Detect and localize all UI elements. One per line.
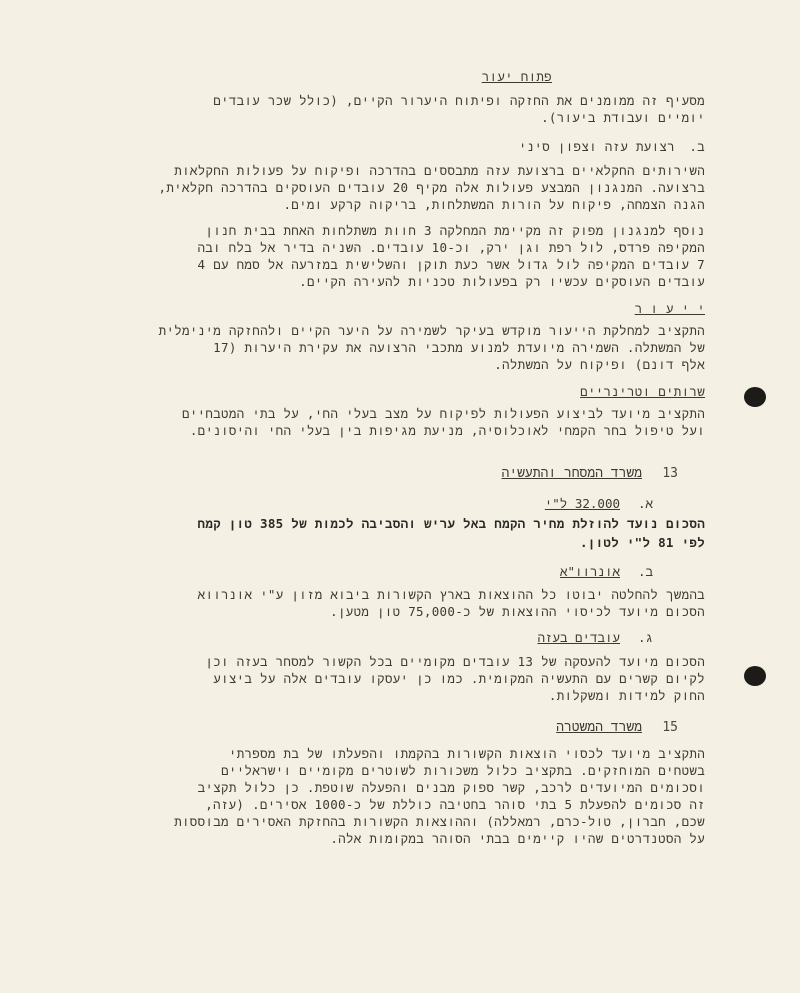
punch-hole-top <box>744 387 766 407</box>
text-line: הסכום מיועד להעסקה של 13 עובדים מקומיים בכל הקשור למסחר בעזה וכן <box>205 654 705 669</box>
text-line: זה סכומים להפעלת 5 בתי סוהר בחטיבה כוללת של כ-1000 אסירים. (עזה, <box>205 797 705 812</box>
section-number: 15 <box>662 720 678 735</box>
text-line: 7 עובדים המקיפה לול גדול אשר כעת תוקן והשלישית במזרעה אל סמח עם 4 <box>197 257 705 272</box>
punch-hole-bottom <box>744 666 766 686</box>
section-heading-forestry: י י ע ו ר <box>634 301 705 316</box>
text-line: הסכום נועד להוזלת מחיר הקמח באל עריש והסביבה לכמות של 385 טון קמח <box>197 516 705 531</box>
text-line: בהמשך להחלטה יבוטו כל ההוצאות בארץ הקשורות ביבוא מזון ע"י אונרווא <box>197 587 705 602</box>
amount-value: 32.000 ל"י <box>544 496 620 511</box>
text-line: שכם, חברון, טול-כרם, רמאללה) וההוצאות הקשורות בהחזקת האסירים מבוססות <box>174 814 705 829</box>
text-line: התקציב מיועד לביצוע הפעולות לפיקוח על מצב בעלי החי, על בתי המטבחיים <box>182 406 705 421</box>
text-line: עובדים העוסקים עכשיו רק בפעולות טכניות להעירה הקיים. <box>299 274 705 289</box>
section-title-police: משרד המשטרה <box>556 720 642 735</box>
text-line: של המשתלה. השמירה מיועדת למנוע מתכבי הרצועה את עקירת היערות (17 <box>213 340 705 355</box>
section-heading-veterinary: שרותים וטרינריים <box>580 384 705 399</box>
item-marker: א. <box>637 496 653 511</box>
text-line: הגנה הצמחה, פיקוח על הורות המשתלחות, בריקוה קרקע ומים. <box>283 197 705 212</box>
text-line: לפי 81 ל"י לטון. <box>579 535 705 550</box>
text-line: התקציב למחלקת הייעור מוקדש בעיקר לשמירה על היער הקיים ולהחזקה מינימלית <box>158 323 705 338</box>
text-line: וסכומים המיועדים לרכב, קשר ספוק מבנים והפעלה שוטפת. כן כלול תקציב <box>197 780 705 795</box>
section-heading-gaza-sinai: רצועת עזה וצפון סיני <box>518 139 675 154</box>
text-line: ועל טיפול בחר הקמחי לאוכלוסיה, מניעת מגיפות בין בעלי החי והיסונים. <box>189 423 705 438</box>
text-line: בשטחים המוחזקים. בתקציב כלול משכורות לשוטרים מקומיים וישראליים <box>221 763 705 778</box>
section-number: 13 <box>662 466 678 481</box>
text-line: מסעיף זה ממומנים את החזקה ופיתוח היערור הקיים, (כולל שכר עובדים <box>213 93 705 108</box>
item-marker: ג. <box>637 630 653 645</box>
section-heading-afforestation-dev: פתוח יעור <box>481 69 552 84</box>
text-line: נוסף למנגנון מפוק זה מקיימת המחלקה 3 חוות משתלחות האחת בבית חנון <box>205 223 705 238</box>
item-marker: ב. <box>689 139 705 154</box>
item-heading-unrwa: אונרוו"א <box>559 564 620 579</box>
text-line: על הסטנדרטים שהיו קיימים בבתי הסוהר במקומות אלה. <box>330 831 705 846</box>
section-title-commerce: משרד המסחר והתעשיה <box>501 466 642 481</box>
text-line: המקיפה פרדס, לול רפת וגן ירק, וכ-10 עובדים. השניה בדיר אל בלח ובה <box>197 240 705 255</box>
text-line: החוק למידות ומשקלות. <box>548 688 705 703</box>
item-heading-gaza-workers: עובדים בעזה <box>537 630 620 645</box>
text-line: לקיום קשרים עם התעשיה המקומית. כמו כן יעסקו עובדים אלה על ביצוע <box>213 671 705 686</box>
text-line: ברצועה. המנגנון המבצע פעולות אלה מקיף 20 עובדים העוסקים בהדרכה חקלאית, <box>158 180 705 195</box>
text-line: הסכום מיועד לכיסוי ההוצאות של כ-75,000 טון מטען. <box>330 604 705 619</box>
item-marker: ב. <box>637 564 653 579</box>
text-line: יומיים ועבודת ביעור). <box>541 110 705 125</box>
text-line: השירותים החקלאיים ברצועת עזה מתבססים בהדרכה ופיקוח על פעולות החקלאות <box>174 163 705 178</box>
text-line: התקציב מיועד לכסוי הוצאות הקשורות בהקמתו והפעלתו של בת מספרתי <box>228 746 705 761</box>
text-line: אלף דונם) ופיקוח על המשתלה. <box>494 357 705 372</box>
